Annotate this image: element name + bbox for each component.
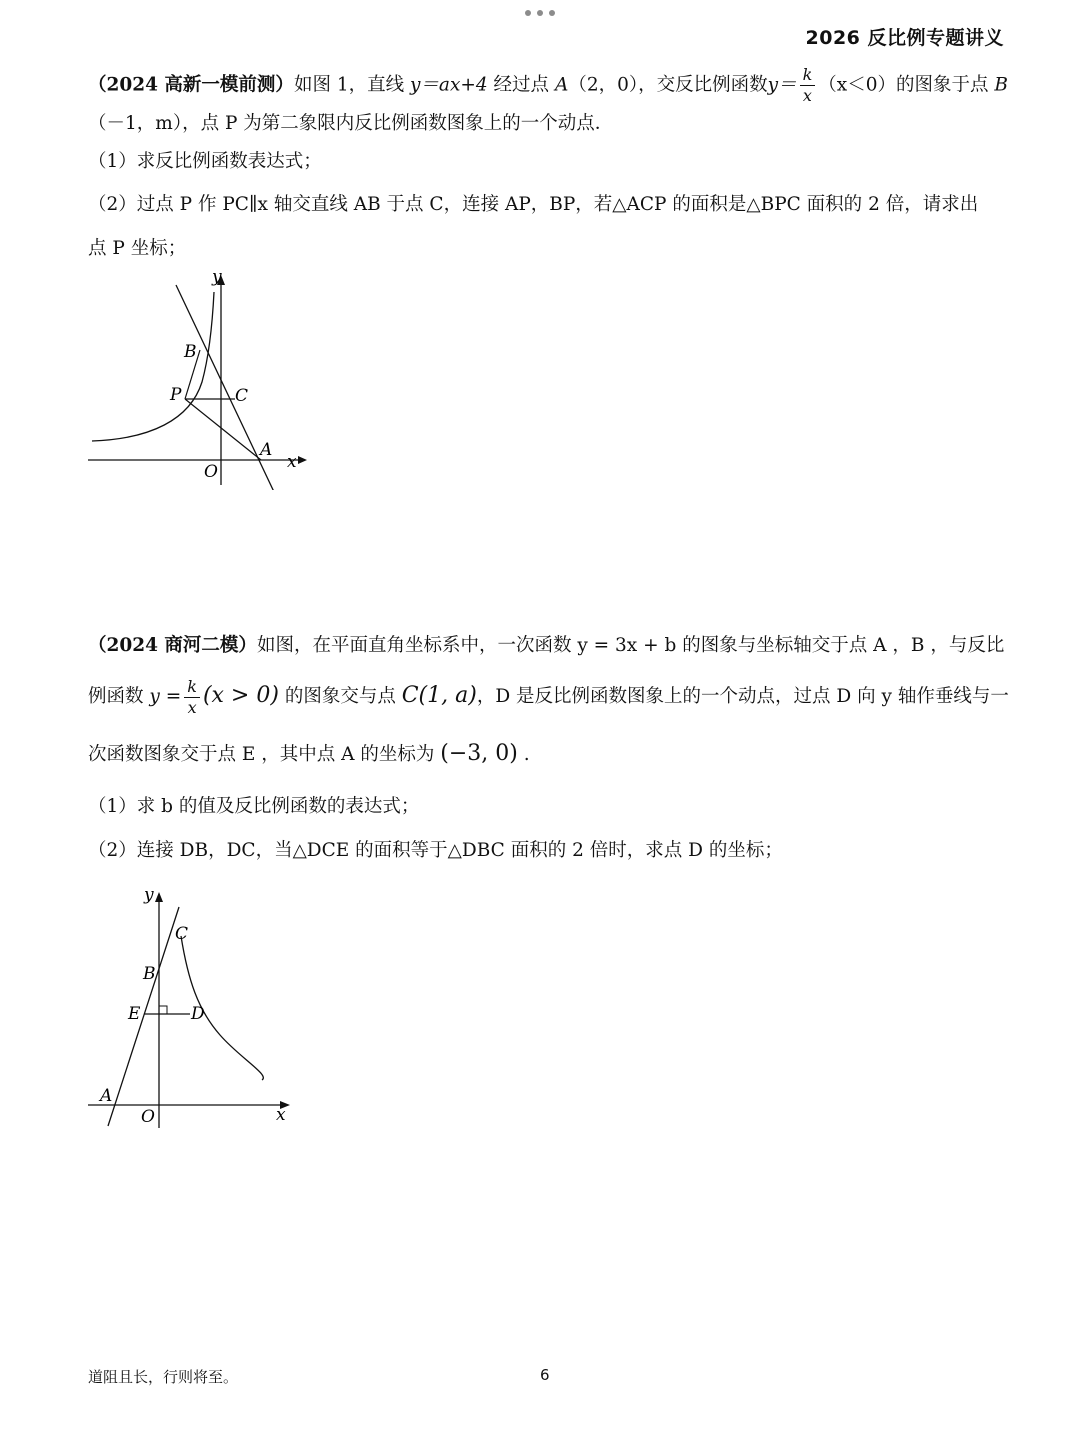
problem2-line3: 次函数图象交于点 E ，其中点 A 的坐标为 (−3, 0) .: [88, 741, 530, 766]
document-header-title: 2026 反比例专题讲义: [805, 27, 1004, 49]
label-p: P: [170, 385, 182, 405]
fraction-k-over-x-2: $\frac{k}{x}$: [184, 679, 200, 716]
label-y: y: [144, 885, 154, 905]
label-y: y: [212, 270, 222, 287]
page-number: 6: [540, 1366, 550, 1384]
label-x: x: [287, 452, 297, 472]
label-b: B: [184, 342, 197, 362]
problem1-line1: （2024 高新一模前测）如图 1，直线 y＝ax+4 经过点 A（2，0），交反比例函数y＝ $\frac{k}{x}$ （x＜0）的图象于点 B: [88, 65, 1008, 105]
problem1-source: （2024 高新一模前测）: [88, 74, 294, 96]
problem1-question2: （2）过点 P 作 PC∥x 轴交直线 AB 于点 C，连接 AP，BP，若△ACP 的面积是△BPC 面积的 2 倍，请求出: [88, 194, 979, 215]
problem1-question2-cont: 点 P 坐标；: [88, 238, 187, 259]
label-a: A: [100, 1086, 113, 1106]
line-ab: [108, 907, 179, 1126]
label-d: D: [191, 1004, 205, 1024]
problem2-line2: 例函数 y = $\frac{k}{x}$ (x > 0) 的图象交与点 C(1, a)，D 是反比例函数图象上的一个动点，过点 D 向 y 轴作垂线与一: [88, 676, 1009, 717]
right-angle-mark: [159, 1006, 167, 1014]
problem2-figure: [80, 880, 330, 1144]
problem2-question2: （2）连接 DB，DC，当△DCE 的面积等于△DBC 面积的 2 倍时，求点 D 的坐标；: [88, 840, 783, 861]
label-origin: O: [204, 462, 218, 482]
problem1-question1: （1）求反比例函数表达式；: [88, 151, 322, 172]
problem2-question1: （1）求 b 的值及反比例函数的表达式；: [88, 796, 420, 817]
segment-pa: [185, 399, 261, 460]
label-x: x: [276, 1105, 286, 1125]
footer-motto: 道阻且长，行则将至。: [88, 1368, 239, 1386]
label-c: C: [235, 386, 249, 406]
label-e: E: [128, 1004, 141, 1024]
label-a: A: [260, 440, 273, 460]
hyperbola-curve: [92, 292, 214, 441]
y-axis-arrow-icon: [155, 892, 163, 902]
x-axis-arrow-icon: [298, 456, 307, 464]
label-b: B: [143, 964, 156, 984]
label-origin: O: [141, 1107, 155, 1127]
more-options-icon[interactable]: [522, 8, 558, 18]
problem1-line2: （－1，m），点 P 为第二象限内反比例函数图象上的一个动点．: [88, 113, 614, 134]
fraction-k-over-x: $\frac{k}{x}$: [800, 67, 816, 104]
label-c: C: [175, 924, 189, 944]
problem2-source: （2024 商河二模）: [88, 635, 257, 656]
problem1-figure: [80, 270, 320, 494]
problem2-line1: （2024 商河二模）如图，在平面直角坐标系中，一次函数 y = 3x + b 的图象与坐标轴交于点 A ，B ，与反比: [88, 635, 1005, 656]
